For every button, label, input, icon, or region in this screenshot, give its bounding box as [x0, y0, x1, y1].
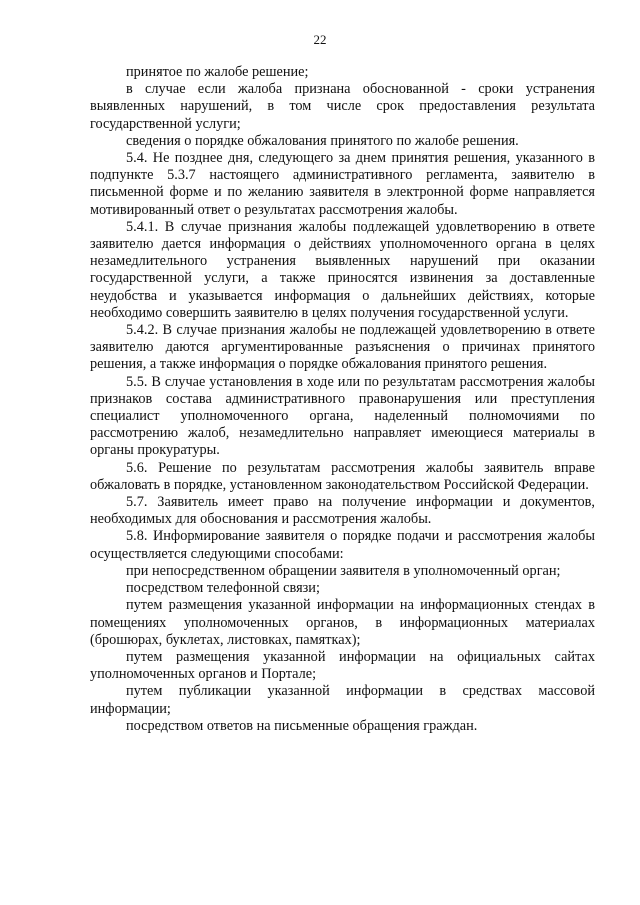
list-item-official-sites: путем размещения указанной информации на официальных сайтах уполномоченных органов и Портале; — [90, 648, 595, 683]
paragraph-5-6: 5.6. Решение по результатам рассмотрения жалобы заявитель вправе обжаловать в порядке, установленном законодательством Российской Федерации. — [90, 459, 595, 493]
list-item-mass-media: путем публикации указанной информации в средствах массовой информации; — [90, 683, 595, 717]
list-item-phone: посредством телефонной связи; — [126, 580, 320, 597]
page-number: 22 — [313, 32, 327, 47]
paragraph-5-4-2: 5.4.2. В случае признания жалобы не подлежащей удовлетворению в ответе заявителю даются аргументированные разъяснения о причинах принятого решения, а также информация о порядке обжалования принятого решения. — [90, 322, 595, 373]
paragraph-5-4: 5.4. Не позднее дня, следующего за днем принятия решения, указанного в подпункте 5.3.7 настоящего административного регламента, заявителю в письменной форме и по желанию заявителя в электронной форме направляется мотивированный ответ о результатах рассмотрения жалобы. — [90, 150, 595, 218]
list-item-written-replies: посредством ответов на письменные обращения граждан. — [126, 717, 478, 734]
paragraph-5-7: 5.7. Заявитель имеет право на получение информации и документов, необходимых для обоснования и рассмотрения жалобы. — [90, 494, 595, 528]
paragraph-decision: принятое по жалобе решение; — [126, 64, 309, 80]
list-item-direct-appeal: при непосредственном обращении заявителя в уполномоченный орган; — [126, 562, 561, 579]
paragraph-5-4-1: 5.4.1. В случае признания жалобы подлежащей удовлетворению в ответе заявителю дается информация о действиях уполномоченного органа в целях незамедлительного устранения выявленных нарушений при оказании государственной услуги, а также приносятся извинения за доставленные неудобства и указывается информация о дальнейших действиях, которые необходимо совершить заявителю в целях получения государственной услуги. — [90, 218, 595, 321]
paragraph-appeal-info: сведения о порядке обжалования принятого по жалобе решения. — [126, 132, 519, 149]
paragraph-5-8: 5.8. Информирование заявителя о порядке подачи и рассмотрения жалобы осуществляется следующими способами: — [90, 528, 595, 562]
document-body — [90, 64, 595, 735]
paragraph-justified-complaint: в случае если жалоба признана обоснованной - сроки устранения выявленных нарушений, в том числе срок предоставления результата государственной услуги; — [90, 81, 595, 132]
paragraph-5-5: 5.5. В случае установления в ходе или по результатам рассмотрения жалобы признаков состава административного правонарушения или преступления специалист уполномоченного органа, наделенный полномочиями по рассмотрению жалоб, незамедлительно направляет имеющиеся материалы в органы прокуратуры. — [90, 373, 595, 459]
list-item-info-stands: путем размещения указанной информации на информационных стендах в помещениях уполномоченных органов, в информационных материалах (брошюрах, буклетах, листовках, памятках); — [90, 597, 595, 648]
